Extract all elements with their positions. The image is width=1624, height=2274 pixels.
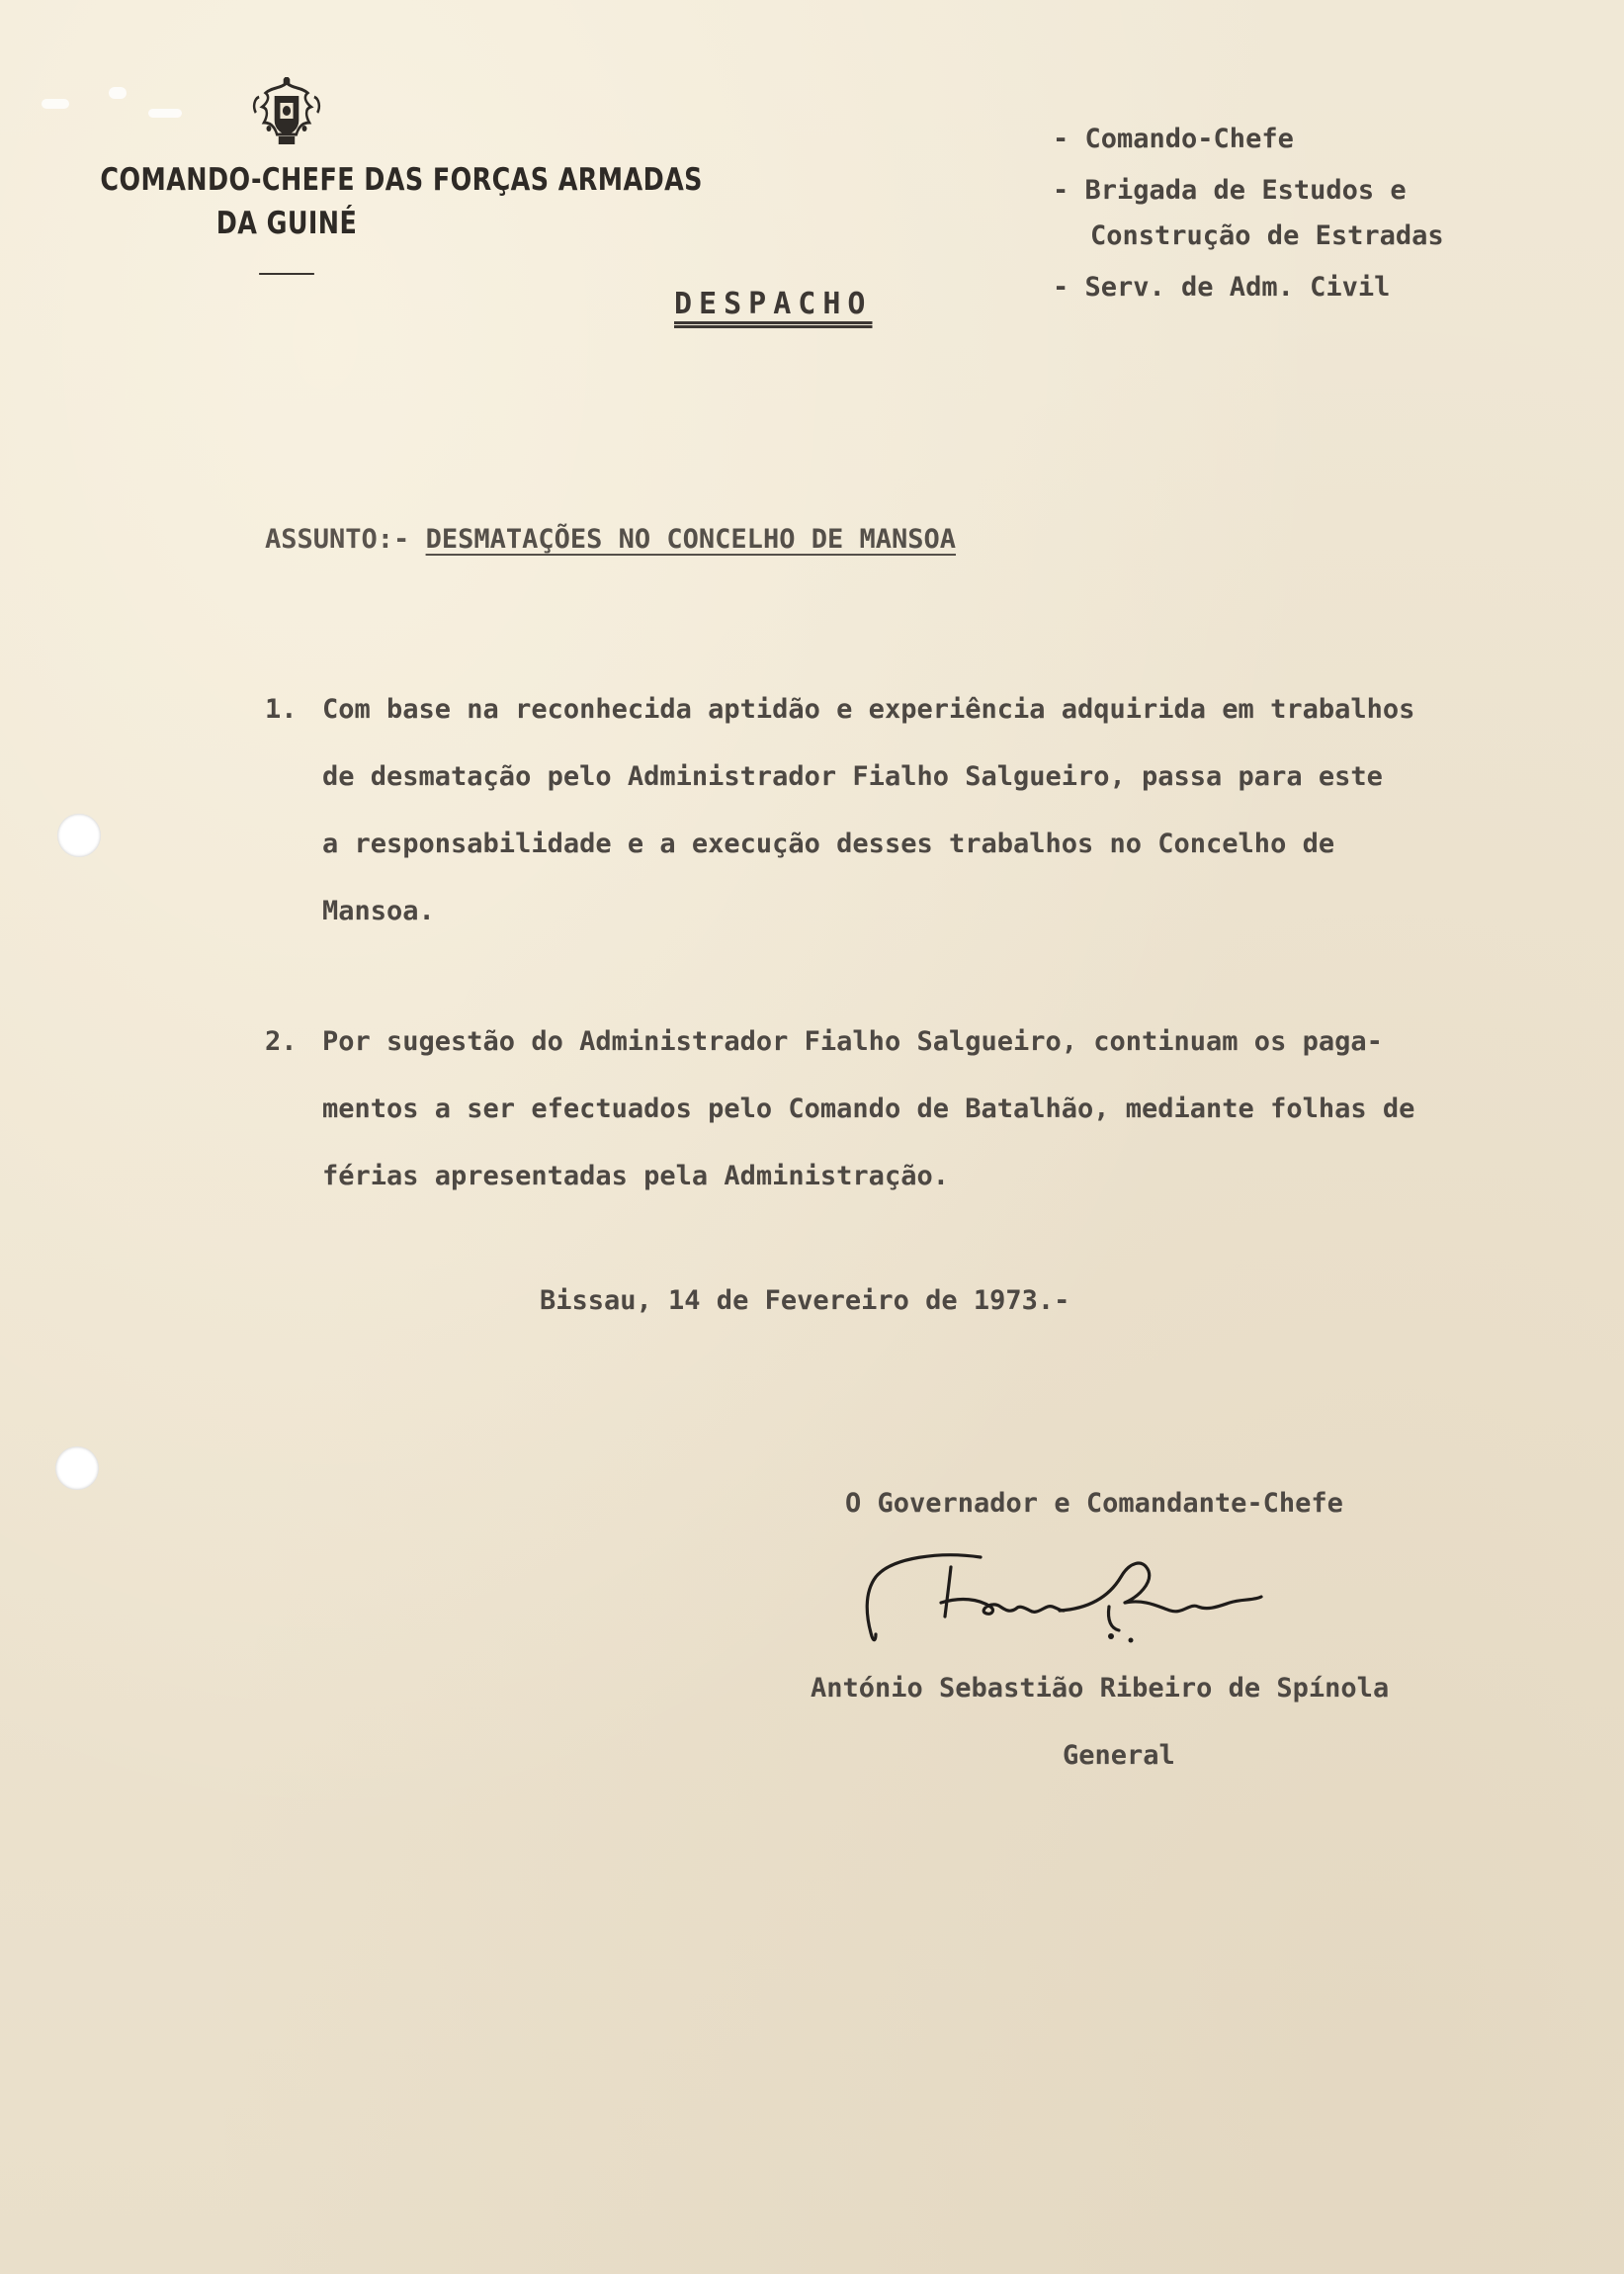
signatory-name: António Sebastião Ribeiro de Spínola — [811, 1673, 1390, 1704]
signatory-rank: General — [1063, 1740, 1175, 1771]
paragraph-line: férias apresentadas pela Administração. — [322, 1161, 949, 1191]
paragraph-2 — [265, 1008, 1415, 1210]
dateline: Bissau, 14 de Fevereiro de 1973.- — [540, 1285, 1070, 1316]
paper-damage-mark — [42, 99, 69, 109]
letterhead-line-2: DA GUINÉ — [215, 206, 358, 241]
signatory-title: O Governador e Comandante-Chefe — [845, 1488, 1343, 1519]
punch-hole-top — [57, 814, 101, 857]
paragraph-line: de desmatação pelo Administrador Fialho Salgueiro, passa para este — [322, 761, 1383, 792]
paragraph-line: Com base na reconhecida aptidão e experiência adquirida em trabalhos — [322, 694, 1415, 725]
coat-of-arms-emblem-icon — [248, 77, 326, 152]
paragraph-number: 2. — [265, 1026, 298, 1057]
recipient-item-continued: Construção de Estradas — [1090, 220, 1444, 251]
recipient-item: - Brigada de Estudos e — [1053, 175, 1407, 206]
paragraph-line: a responsabilidade e a execução desses trabalhos no Concelho de — [322, 829, 1335, 859]
letterhead-rule — [259, 273, 314, 275]
recipients-list — [1053, 117, 1444, 310]
document-type-heading: DESPACHO — [674, 287, 873, 321]
recipient-item: - Serv. de Adm. Civil — [1053, 272, 1391, 303]
paragraph-line: Por sugestão do Administrador Fialho Salgueiro, continuam os paga- — [322, 1026, 1383, 1057]
recipient-item: - Comando-Chefe — [1053, 124, 1294, 154]
letterhead-line-1: COMANDO-CHEFE DAS FORÇAS ARMADAS — [100, 162, 703, 198]
paragraph-number: 1. — [265, 694, 298, 725]
subject-text: DESMATAÇÕES NO CONCELHO DE MANSOA — [425, 524, 957, 555]
letterhead — [100, 77, 703, 275]
punch-hole-bottom — [55, 1446, 99, 1490]
handwritten-signature-icon — [862, 1537, 1277, 1656]
paragraph-line: mentos a ser efectuados pelo Comando de Batalhão, mediante folhas de — [322, 1093, 1415, 1124]
paragraph-line: Mansoa. — [322, 896, 435, 926]
subject-line — [265, 524, 956, 555]
subject-label: ASSUNTO:- — [265, 524, 410, 555]
paragraph-1 — [265, 676, 1415, 945]
